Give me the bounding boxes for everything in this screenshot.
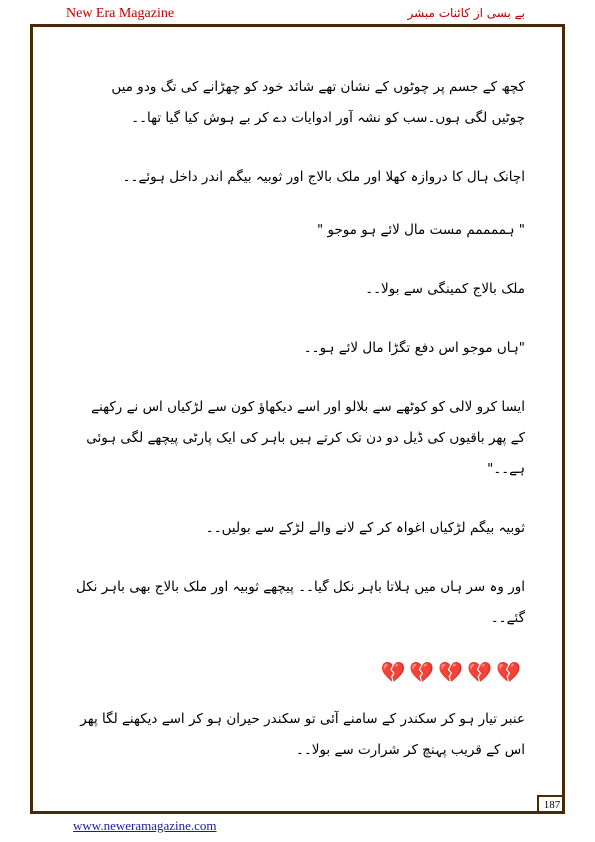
magazine-title: New Era Magazine (66, 6, 175, 21)
page-number: 187 (537, 795, 565, 814)
paragraph-2: اچانک ہال کا دروازہ کھلا اور ملک بالاج اور ثوبیہ بیگم اندر داخل ہوئے۔۔ (122, 169, 525, 185)
paragraph-5: "ہاں موجو اس دفع تگڑا مال لائے ہو۔۔ (303, 340, 525, 356)
paragraph-8: اور وہ سر ہاں میں ہلاتا باہر نکل گیا۔۔ پیچھے ثوبیہ اور ملک بالاج بھی باہر نکل گئے۔۔ (75, 579, 525, 626)
paragraph-9: عنبر تیار ہو کر سکندر کے سامنے آئی تو سکندر حیران ہو کر اسے دیکھنے لگا پھر اس کے قریب پہنچ کر شرارت سے بولا۔۔ (80, 711, 525, 758)
paragraph-4: ملک بالاج کمینگی سے بولا۔۔ (365, 281, 525, 297)
paragraph-6: ایسا کرو لالی کو کوٹھے سے بلالو اور اسے دیکھاؤ کون سے لڑکیاں اس نے رکھنے کے پھر باقیوں کی ڈیل دو دن تک کرتے ہیں باہر کی ایک پارٹی پیچھے لگی ہوئی ہے۔۔" (86, 399, 525, 477)
story-content (75, 72, 525, 794)
paragraph-3: " ہممممم مست مال لائے ہو موجو " (316, 222, 525, 238)
website-link[interactable]: www.neweramagazine.com (73, 818, 217, 833)
story-title: بے بسی از کائنات مبشر (407, 6, 525, 20)
broken-heart-separator: 💔💔💔💔💔 (380, 660, 525, 684)
paragraph-1: کچھ کے جسم پر چوٹوں کے نشان تھے شائد خود کو چھڑانے کی تگ ودو میں چوٹیں لگی ہوں۔سب کو نشہ آور ادوایات دے کر بے ہوش کیا گیا تھا۔۔ (111, 79, 525, 126)
paragraph-7: ثوبیہ بیگم لڑکیاں اغواہ کر کے لانے والے لڑکے سے بولیں۔۔ (205, 520, 525, 536)
